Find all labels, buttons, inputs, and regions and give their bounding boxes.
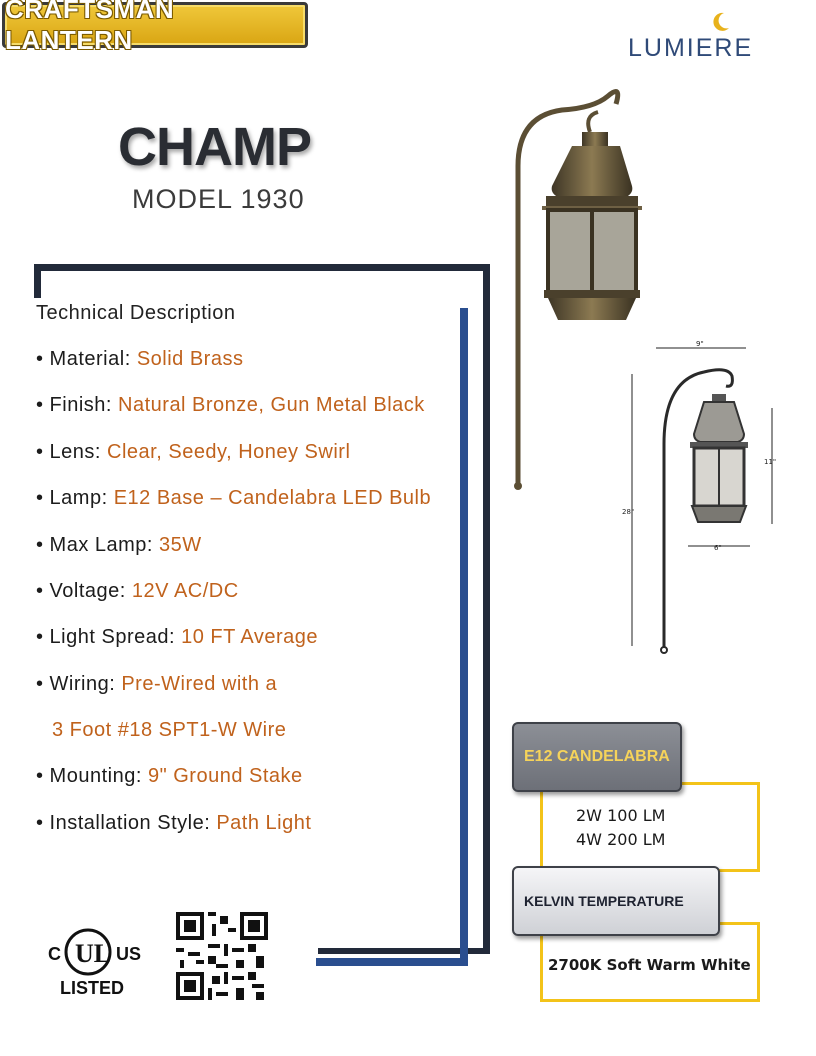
- spec-item: • Finish: Natural Bronze, Gun Metal Black: [36, 394, 425, 416]
- spec-heading: Technical Description: [36, 302, 236, 324]
- spec-item: • Lamp: E12 Base – Candelabra LED Bulb: [36, 487, 432, 509]
- ul-listed-text: LISTED: [60, 978, 125, 998]
- dim-base-label: 6": [714, 544, 722, 552]
- qr-code[interactable]: [176, 912, 268, 1000]
- spec-item-continued: 3 Foot #18 SPT1-W Wire: [52, 719, 287, 741]
- ul-listed-logo: [44, 918, 154, 1002]
- bulb-type-box: [512, 722, 682, 792]
- spec-item: • Installation Style: Path Light: [36, 812, 312, 834]
- accent-blue-vertical: [460, 308, 468, 964]
- spec-item: • Max Lamp: 35W: [36, 534, 202, 556]
- product-title: CHAMP: [118, 117, 311, 177]
- kelvin-header-label: KELVIN TEMPERATURE: [524, 893, 684, 909]
- bulb-output-line1: 2W 100 LM: [576, 806, 666, 825]
- frame-right-bar: [483, 264, 490, 954]
- spec-item: • Light Spread: 10 FT Average: [36, 626, 319, 648]
- spec-item: • Mounting: 9" Ground Stake: [36, 765, 303, 787]
- frame-top-bar: [34, 264, 490, 271]
- dim-width-label: 9": [696, 340, 704, 348]
- dim-height-label: 11": [764, 458, 777, 466]
- moon-icon: [712, 12, 730, 32]
- dim-overall-label: 28": [622, 508, 635, 516]
- brand-logo: [628, 12, 778, 62]
- bulb-output-line2: 4W 200 LM: [576, 830, 666, 849]
- kelvin-header-box: [512, 866, 720, 936]
- spec-item: • Wiring: Pre-Wired with a: [36, 673, 278, 695]
- model-number: MODEL 1930: [132, 184, 305, 214]
- dimension-drawing: [616, 336, 786, 658]
- bulb-type-label: E12 CANDELABRA: [524, 748, 670, 765]
- spec-item: • Material: Solid Brass: [36, 348, 244, 370]
- spec-item: • Voltage: 12V AC/DC: [36, 580, 239, 602]
- accent-blue-horizontal: [316, 958, 468, 966]
- frame-left-bar: [34, 264, 41, 298]
- bulb-output-box: [540, 782, 760, 872]
- spec-item: • Lens: Clear, Seedy, Honey Swirl: [36, 441, 351, 463]
- ul-left-text: C: [48, 944, 61, 964]
- kelvin-value: 2700K Soft Warm White: [548, 956, 751, 974]
- product-line-label: CRAFTSMAN LANTERN: [5, 0, 175, 55]
- brand-name: LUMIERE: [628, 34, 754, 62]
- product-line-badge: [2, 0, 308, 55]
- ul-right-text: US: [116, 944, 142, 964]
- ul-mark-text: UL: [75, 939, 112, 968]
